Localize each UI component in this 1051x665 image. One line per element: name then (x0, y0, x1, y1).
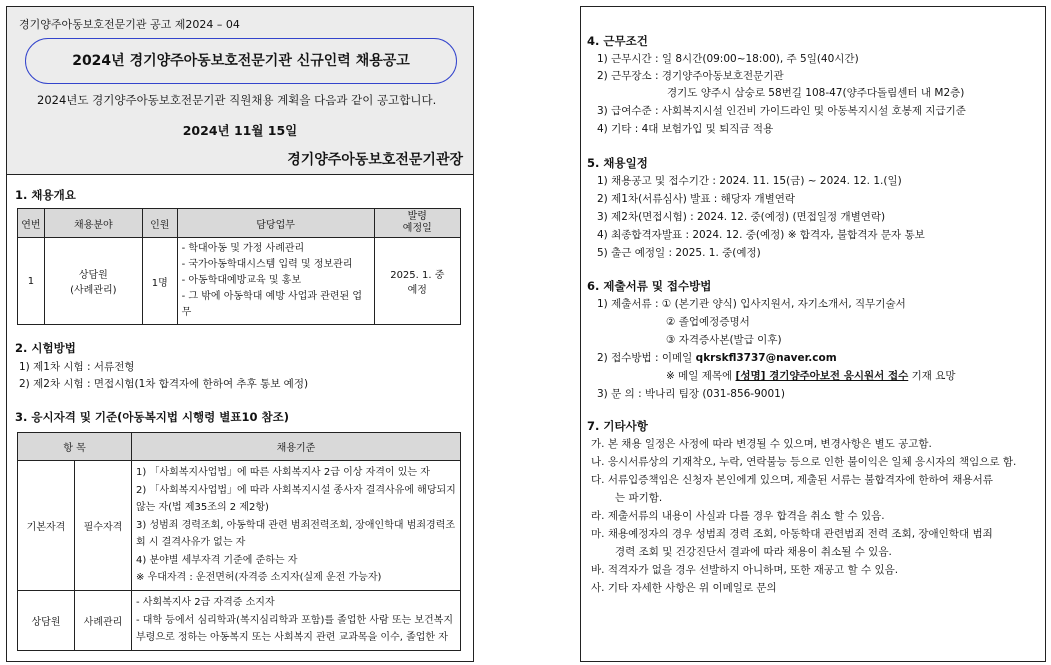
th-date: 발령 예정일 (374, 209, 460, 238)
row-no: 1 (18, 238, 45, 325)
duty-item: - 국가아동학대시스템 입력 및 정보관리 (181, 259, 353, 270)
left-page (6, 6, 474, 662)
th-no: 연번 (18, 209, 45, 238)
sec4-line: 3) 급여수준 : 사회복지시설 인건비 가이드라인 및 아동복지시설 호봉제 지급기준 (597, 105, 966, 117)
duty-item: - 아동학대예방교육 및 홍보 (181, 275, 301, 286)
criteria-item: 2) 「사회복지사업법」에 따라 사회복지시설 종사자 결격사유에 해당되지 않는 자(법 제35조의 2 제2항) (136, 484, 456, 514)
sec6-line: 1) 제출서류 : ① (본기관 양식) 입사지원서, 자기소개서, 직무기술서 (597, 298, 906, 310)
sec7-line: 는 파기함. (615, 492, 663, 504)
th-count: 인원 (142, 209, 177, 238)
notice-date: 2024년 11월 15일 (182, 123, 298, 138)
th-criteria: 채용기준 (132, 433, 461, 461)
sec7-line: 나. 응시서류상의 기재착오, 누락, 연락불능 등으로 인한 불이익은 일체 응시자의 책임으로 함. (591, 456, 1017, 468)
th-field: 채용분야 (44, 209, 142, 238)
criteria-item: - 사회복지사 2급 자격증 소지자 (136, 597, 275, 608)
row-field (44, 238, 142, 325)
section-6-title: 6. 제출서류 및 접수방법 (587, 279, 712, 293)
criteria-item: 1) 「사회복지사업법」에 따른 사회복지사 2급 이상 자격이 있는 자 (136, 467, 430, 479)
sec7-line: 마. 채용예정자의 경우 성범죄 경력 조회, 아동학대 관련범죄 전력 조회, 장애인학대 범죄 (591, 528, 993, 540)
criteria-item: 4) 분야별 세부자격 기준에 준하는 자 (136, 554, 298, 566)
sec5-line: 1) 채용공고 및 접수기간 : 2024. 11. 15(금) ~ 2024. 12. 1.(일) (597, 175, 902, 187)
sec7-line: 바. 적격자가 없을 경우 선발하지 아니하며, 또한 재공고 할 수 있음. (591, 564, 899, 576)
sec5-line: 2) 제1차(서류심사) 발표 : 해당자 개별연락 (597, 193, 796, 205)
sec2-line: 2) 제2차 시험 : 면접시험(1차 합격자에 한하여 추후 통보 예정) (19, 378, 309, 390)
section-1-title: 1. 채용개요 (15, 188, 76, 202)
section-7-title: 7. 기타사항 (587, 419, 648, 433)
duty-item: - 그 밖에 아동학대 예방 사업과 관련된 업무 (181, 291, 363, 318)
qualification-table (17, 432, 461, 651)
row-date (374, 238, 460, 325)
mail-subject-prefix: ※ 메일 제목에 (666, 370, 736, 382)
section-4-title: 4. 근무조건 (587, 34, 648, 48)
field-name: 상담원 (78, 270, 108, 281)
section-2-title: 2. 시험방법 (15, 341, 76, 355)
sec5-line: 3) 제2차(면접시험) : 2024. 12. 중(예정) (면접일정 개별연락) (597, 211, 886, 223)
criteria-item: 3) 성범죄 경력조회, 아동학대 관련 범죄전력조회, 장애인학대 범죄경력조회 시 결격사유가 없는 자 (136, 519, 456, 549)
th-item: 항 목 (18, 433, 132, 461)
sec6-line: ② 졸업예정증명서 (666, 316, 750, 328)
row2-criteria (132, 591, 461, 651)
sec5-line: 5) 출근 예정일 : 2025. 1. 중(예정) (597, 247, 761, 259)
row2-a: 상담원 (18, 591, 75, 651)
section-3-title: 3. 응시자격 및 기준(아동복지법 시행령 별표10 참조) (15, 410, 289, 424)
section-5-title: 5. 채용일정 (587, 156, 648, 170)
sec4-line: 1) 근무시간 : 일 8시간(09:00~18:00), 주 5일(40시간) (597, 53, 859, 65)
sec6-line: ③ 자격증사본(발급 이후) (666, 334, 782, 346)
row-date-line: 2025. 1. 중 (390, 270, 445, 281)
right-page (580, 6, 1046, 662)
sec4-line: 경기도 양주시 삼숭로 58번길 108-47(양주다돌림센터 내 M2층) (667, 87, 965, 99)
sec2-line: 1) 제1차 시험 : 서류전형 (19, 361, 135, 373)
sec7-line: 사. 기타 자세한 사항은 위 이메일로 문의 (591, 582, 777, 594)
field-sub: (사례관리) (70, 285, 117, 296)
sec6-line (666, 368, 956, 383)
issuer: 경기양주아동보호전문기관장 (287, 152, 463, 168)
sec7-line: 다. 서류입증책임은 신청자 본인에게 있으며, 제출된 서류는 불합격자에 한하여 채용서류 (591, 474, 993, 486)
email-address[interactable]: qkrskfl3737@naver.com (695, 352, 837, 364)
sec7-line: 가. 본 채용 일정은 사정에 따라 변경될 수 있으며, 변경사항은 별도 공고함. (591, 438, 932, 450)
sec7-line: 라. 제출서류의 내용이 사실과 다를 경우 합격을 취소 할 수 있음. (591, 510, 885, 522)
sec5-line: 4) 최종합격자발표 : 2024. 12. 중(예정) ※ 합격자, 불합격자 문자 통보 (597, 229, 925, 241)
row-duties (177, 238, 374, 325)
criteria-item: ※ 우대자격 : 운전면허(자격증 소지자(실제 운전 가능자) (136, 572, 382, 584)
th-duty: 담당업무 (177, 209, 374, 238)
sec4-line: 2) 근무장소 : 경기양주아동보호전문기관 (597, 70, 784, 82)
row-date-line: 예정 (407, 285, 427, 296)
row2-b: 사례관리 (75, 591, 132, 651)
title-oval (25, 38, 457, 84)
row1-criteria (132, 461, 461, 591)
submission-method-label: 2) 접수방법 : 이메일 (597, 352, 696, 364)
sec6-line (597, 350, 837, 365)
notice-number: 경기양주아동보호전문기관 공고 제2024 – 04 (19, 18, 240, 31)
row1-a: 기본자격 (18, 461, 75, 591)
row1-b: 필수자격 (75, 461, 132, 591)
sec6-line: 3) 문 의 : 박나리 팀장 (031-856-9001) (597, 388, 785, 400)
recruitment-table (17, 208, 461, 325)
mail-subject-format: [성명] 경기양주아보전 응시원서 접수 (735, 370, 909, 382)
duty-item: - 학대아동 및 가정 사례관리 (181, 243, 305, 254)
criteria-item: - 대학 등에서 심리학과(복지심리학과 포함)를 졸업한 사람 또는 보건복지부령으로 정하는 아동복지 또는 사회복지 관련 교과목을 이수, 졸업한 자 (136, 614, 453, 643)
sec7-line: 경력 조회 및 건강진단서 결과에 따라 채용이 취소될 수 있음. (615, 546, 892, 558)
mail-subject-suffix: 기재 요망 (908, 370, 956, 382)
intro-text: 2024년도 경기양주아동보호전문기관 직원채용 계획을 다음과 같이 공고합니다. (37, 93, 437, 107)
page-title: 2024년 경기양주아동보호전문기관 신규인력 채용공고 (72, 53, 410, 69)
row-count: 1명 (142, 238, 177, 325)
sec4-line: 4) 기타 : 4대 보험가입 및 퇴직금 적용 (597, 123, 774, 135)
